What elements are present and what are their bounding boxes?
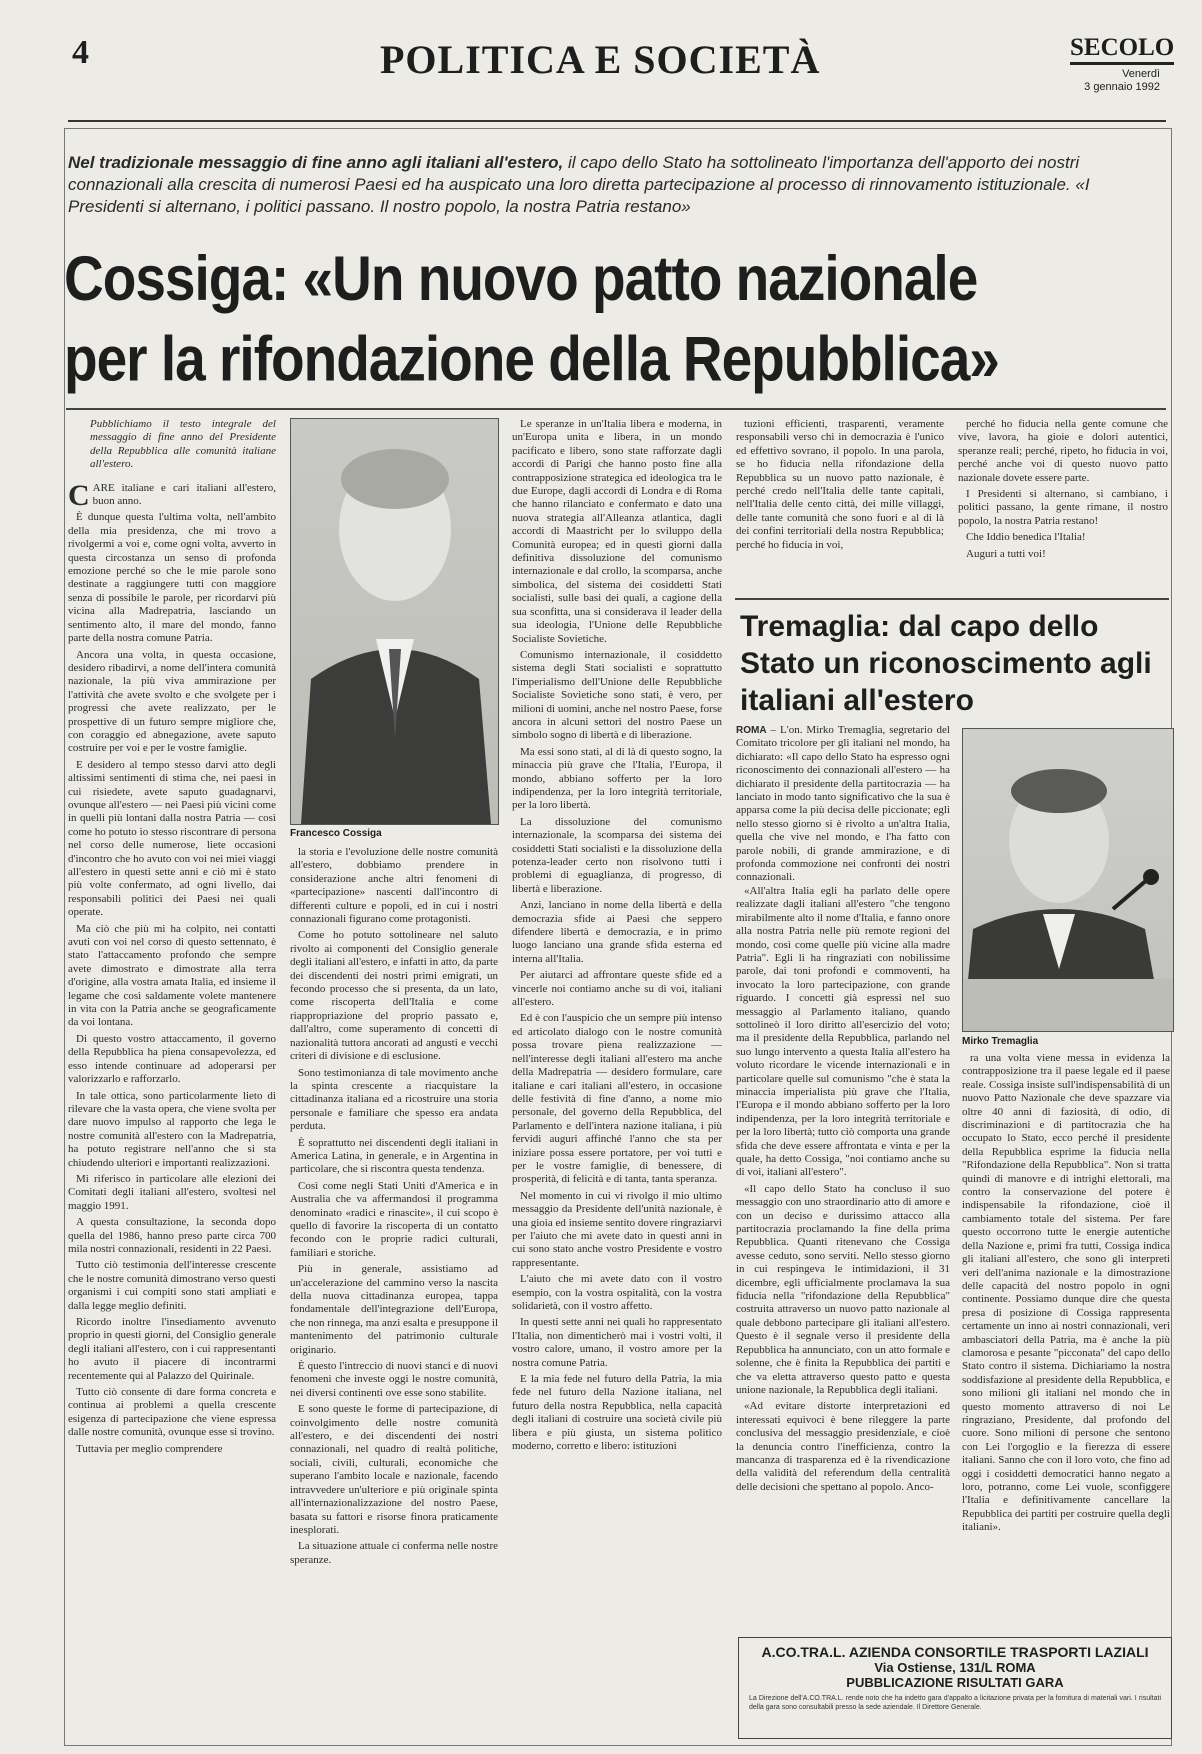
ad-fine-print: La Direzione dell'A.CO.TRA.L. rende noto che ha indetto gara d'appalto a licitazione privata per la fornitura di materiali vari. I risultati della gara sono consultabili presso la sede aziendale. Il Direttore Generale.: [749, 1695, 1161, 1711]
portrait-image: [291, 419, 498, 824]
paragraph: Comunismo internazionale, il cosiddetto sistema degli Stati socialisti e soprattutto l'imperialismo dell'Unione delle Repubbliche Socialiste Sovietiche sono stati, è vero, per milioni di uomini, anche nel nostro Paese, forse ancora in alcuni settori del nostro Paese un simbolo sogno di libertà e di liberazione.: [512, 648, 722, 742]
kicker-rest: il capo dello Stato ha sottolineato l'importanza dell'apporto dei nostri connazionali alla crescita di numerosi Paesi ed ha auspicato una loro diretta partecipazione al processo di rinnovamento istituzionale. «I Presidenti si alternano, i politici passano. Il nostro popolo, la nostra Patria restano»: [68, 153, 1090, 216]
paragraph: Così come negli Stati Uniti d'America e in Australia che va affermandosi il programma denominato «radici e rinascite», il cui scopo è quello di favorire la riscoperta di un contatto fecondo con le proprie radici culturali, familiari e storiche.: [290, 1179, 498, 1259]
header-rule: [68, 120, 1166, 122]
article-column-5: [958, 418, 1168, 594]
paragraph: È soprattutto nei discendenti degli italiani in America Latina, in generale, e in Argentina in particolare, che si riscontra questa tendenza.: [290, 1136, 498, 1176]
paragraph: Ma essi sono stati, al di là di questo sogno, la minaccia più grave che l'Italia, l'Europa, il mondo, abbiano sofferto per la loro indipendenza, per la loro integrità territoriale, per la loro libertà.: [512, 745, 722, 812]
paragraph: La dissoluzione del comunismo internazionale, la scomparsa dei sistema dei cosiddetti Stati socialisti e la dissoluzione della potenza-leader certo non risolvono tutti i problemi di eguaglianza, di progresso, di libertà e liberazione.: [512, 815, 722, 895]
issue-date: [1060, 68, 1160, 94]
paragraph: la storia e l'evoluzione delle nostre comunità all'estero, dobbiamo prendere in considerazione anche altri fenomeni di «partecipazione» nascenti dall'incontro di differenti culture e popoli, ed in cui i nostri connazionali figurano come protagonisti.: [290, 846, 498, 926]
drop-cap: C: [68, 478, 90, 512]
tremaglia-photo-caption: Mirko Tremaglia: [962, 1036, 1039, 1047]
paragraph: Di questo vostro attaccamento, il governo della Repubblica ha piena consapevolezza, ed esso intende continuare ad adoperarsi per valorizzarlo e rafforzarlo.: [68, 1032, 276, 1086]
article-intro: Pubblichiamo il testo integrale del messaggio di fine anno del Presidente della Repubblica alle comunità italiane all'estero.: [90, 418, 276, 471]
newspaper-logo: SECOLO: [1070, 34, 1174, 65]
paragraph: In tale ottica, sono particolarmente lieto di rilevare che la vasta opera, che viene svolta per dare nuovo impulso al rapporto che lega le nostre comunità all'estero con la Madrepatria, ha potuto registrare nell'anno che si sta chiudendo ulteriori e importanti realizzazioni.: [68, 1089, 276, 1169]
issue-day: Venerdì: [1122, 68, 1160, 80]
paragraph: Auguri a tutti voi!: [966, 547, 1046, 560]
headline-line-2: per la rifondazione della Repubblica»: [64, 323, 999, 395]
main-headline: [64, 238, 1174, 399]
dateline: ROMA: [736, 725, 767, 736]
paragraph: tuzioni efficienti, trasparenti, veramente responsabili verso chi in democrazia è l'unico ed effettivo sovrano, il popolo. In una parola, se ho fiducia nella rifondazione della Repubblica su un nuovo patto nazionale, è perché credo nell'Italia delle tante capitali, nell'Italia delle cento città, dei mille villaggi, delle tante comunità che sono fuori e al di là dei confini territoriali della nostra Repubblica; perché ho fiducia in voi,: [736, 418, 944, 551]
issue-date-value: 3 gennaio 1992: [1084, 81, 1160, 93]
paragraph: Come ho potuto sottolineare nel saluto rivolto ai componenti del Consiglio generale degli italiani all'estero, e infatti in atto, da parte dei discendenti dei nostri primi emigrati, un fecondo processo che si presenta, da un lato, come riscoperta dell'Italia e come riappropriazione del proprio passato e, dall'altro, come superamento di concetti di nazionalità tuttora ancorati ad angusti e vecchi criteri di divisione e di esclusione.: [290, 929, 498, 1063]
paragraph: – L'on. Mirko Tremaglia, segretario del Comitato tricolore per gli italiani nel mondo, ha dichiarato: «Il capo dello Stato ha espresso ogni riconoscimento dei connazionali all'estero — ha dichiarato il presidente della partitocrazia — ha lanciato in modo tanto significativo che la sua è apparsa come la più decisa delle piccionate; egli nello stesso giorno si è rivolto a un'altra Italia, quella che vive nel mondo, e l'ha fatto con parole nobili, di grande ammirazione, e di profonda commozione nei confronti dei nostri connazionali.: [736, 724, 950, 884]
ad-address: Via Ostiense, 131/L ROMA: [874, 1660, 1036, 1675]
paragraph: Mi riferisco in particolare alle elezioni dei Comitati degli italiani all'estero, svoltesi nel maggio 1991.: [68, 1172, 276, 1212]
paragraph: Ed è con l'auspicio che un sempre più intenso ed articolato dialogo con le nostre comunità possa trovare piena realizzazione — nell'interesse degli italiani all'estero ma anche della Madrepatria — desidero formulare, care italiane e cari italiani all'estero, in occasione delle festività di fine d'anno, a nome mio personale, del governo della Repubblica, del Parlamento e dell'intera nazione italiana, i più fervidi auguri affinché l'anno che sta per iniziare possa essere portatore, per voi tutti e per le vostre famiglie, di benessere, di prosperità, di felicità e di tanta, tanta speranza.: [512, 1012, 722, 1186]
article-column-4: [736, 418, 944, 594]
side-article-rule: [735, 598, 1169, 600]
paragraph: «Il capo dello Stato ha concluso il suo messaggio con uno straordinario atto di amore e con un deciso e durissimo attacco alla partitocrazia proclamando la fine della prima Repubblica. Quanti ritenevano che Cossiga avesse ceduto, sono serviti. Nello stesso giorno in cui respingeva le intimidazioni, il 31 dicembre, egli ufficialmente proclamava la sua fiducia nella "rifondazione della Repubblica" costruita attraverso un nuovo patto nazionale al quale debbono partecipare gli italiani all'estero. Questo è il segnale verso il presidente della Repubblica ha annunciato, con un atto formale e solenne, che è finita la Repubblica dei partiti e che va eletta attraverso questo patto e questa unione nazionale, la Repubblica degli italiani.: [736, 1182, 950, 1396]
paragraph: In questi sette anni nei quali ho rappresentato l'Italia, non dimenticherò mai i vostri volti, il vostro calore, umano, il vostro amore per la nostra comune Patria.: [512, 1316, 722, 1369]
headline-line-1: Cossiga: «Un nuovo patto nazionale: [64, 242, 978, 314]
paragraph: Tutto ciò testimonia dell'interesse crescente che le nostre comunità dimostrano verso questi organismi i cui compiti sono stati ampliati e dalla legge meglio definiti.: [68, 1259, 276, 1312]
tremaglia-photo: [962, 728, 1174, 1032]
paragraph: Che Iddio benedica l'Italia!: [966, 531, 1086, 544]
paragraph: Tuttavia per meglio comprendere: [76, 1442, 223, 1455]
paragraph: È dunque questa l'ultima volta, nell'ambito della mia presidenza, che mi trovo a rivolgermi a voi e, come ogni volta, avverto in questa circostanza un senso di profonda emozione perché so che le mie parole sono destinate a raggiungere tutti con maggiore senza di possibile le parole, per ricordarvi più vicina alla Madrepatria, lasciando un sentimento alto, il mare del mondo, fanno parte della nostra comune Patria.: [68, 511, 276, 645]
article-column-3: [512, 418, 722, 1738]
paragraph: ARE italiane e cari italiani all'estero, buon anno.: [92, 481, 276, 508]
paragraph: E desidero al tempo stesso darvi atto degli altissimi sentimenti di stima che, nei paesi in cui risiedete, avete saputo guadagnarvi, ovunque all'estero — nei Paesi più vicini come in quelli più lontani dalla nostra Patria — così come ho potuto io stesso riscontrare di persona nel corso delle numerose, liete occasioni d'incontro che ho avuto con voi nei miei viaggi all'estero in questi sette anni e ciò mi è stato più volte confermato, ad ogni livello, dai responsabili politici dei Paesi nei quali operate.: [68, 758, 276, 919]
paragraph: perché ho fiducia nella gente comune che vive, lavora, ha gioie e dolori autentici, speranze reali; perché, ripeto, ho fiducia in voi, perché anche voi di questo nuovo patto nazionale dovete essere parte.: [958, 418, 1168, 484]
paragraph: ra una volta viene messa in evidenza la contrapposizione tra il paese legale ed il paese reale. Cossiga insiste sull'indispensabilità di un nuovo Patto Nazionale che deve spazzare via oltre 40 anni di faziosità, di odio, di discriminazioni e di partitocrazia che ha occupato lo Stato, ecco perché il presidente della Repubblica esprime la fiducia nella "Rifondazione della Repubblica". Non si tratta quindi di manovre e di intrighi elettorali, ma contro la conservazione del potere è indispensabile la rifondazione, cioè il cambiamento totale del sistema. Per fare questo occorrono tutte le energie autentiche della Nazione e, primi fra tutti, Cossiga indica gli italiani all'estero, che sono gli interpreti veri dell'anima nazionale e la dimostrazione delle capacità del nostro popolo in ogni continente. Possiamo dunque dire che questa presa di posizione di Cossiga rappresenta certamente un inno ai nostri connazionali, veri ambasciatori della Patria, ma è anche la più clamorosa e pesante "picconata" del capo dello Stato contro il sistema. Dichiariamo la nostra soddisfazione al presidente della Repubblica, e sono milioni gli italiani nel mondo che in questo momento attraverso di noi Le ringraziano, Presidente, dal profondo del cuore. Sono milioni di persone che sentono con Lei l'orgoglio e la fierezza di essere italiani. Sanno che con il loro voto, che fino ad oggi i cosiddetti democratici hanno negato a loro, potranno, come Lei vuole, sconfiggere l'Italia e definitivamente cancellare la Repubblica dei partiti per costruire quella degli italiani».: [962, 1052, 1170, 1534]
page-number: 4: [72, 34, 89, 71]
paragraph: Le speranze in un'Italia libera e moderna, in un'Europa unita e libera, in un mondo pacificato e libero, sono state rafforzate dagli accordi di Parigi che hanno posto fine alla contrapposizione strategica ed ideologica tra le due Europe, dagli accordi di Londra e di Roma che hanno rilanciato e confermato e dato una nuova strategia all'Alleanza atlantica, dagli accordi di Maastricht per lo sviluppo della Comunità europea; ed in questi giorni dalla definitiva dissoluzione del comunismo internazionale e dal crollo, la scomparsa, anche simbolica, del sistema dei cosiddetti Stati socialisti, sulle basi dei quali, a cagione della sua sconfitta, una si considerava il leader della sua ideologia, l'Unione delle Repubbliche Socialiste Sovietiche.: [512, 418, 722, 645]
advertisement-box: [738, 1637, 1172, 1739]
ad-company-name: A.CO.TRA.L. AZIENDA CONSORTILE TRASPORTI LAZIALI: [761, 1644, 1149, 1660]
paragraph: Ancora una volta, in questa occasione, desidero ribadirvi, a nome dell'intera comunità nazionale, la più viva ammirazione per l'attività che avete svolto e che svolgete per i progressi che avete realizzato, per le prospettive di un futuro sempre migliore che, con coraggio ed abnegazione, avete saputo costruire per voi e per le vostre famiglie.: [68, 648, 276, 755]
side-article-column-b: [962, 1052, 1170, 1630]
article-column-2: [290, 846, 498, 1738]
paragraph: «All'altra Italia egli ha parlato delle opere realizzate dagli italiani all'estero "che tengono mirabilmente alto il nome d'Italia, e fanno onore alla nostra Patria nelle più remote regioni del mondo, così come quelle più vicine alla madre Patria". Egli li ha ringraziati con nobilissime parole, dai toni profondi e commoventi, ha invocato la loro partecipazione, con grande riguardo. I concetti già espressi nel suo messaggio al Parlamento italiano, quando sottolineò il loro diritto all'esercizio del voto; ma il presidente della Repubblica, parlando nel suo lungo intervento a questa Italia all'estero ha voluto ricordare le vicende internazionali e in particolare quelle sul comunismo "che è stata la minaccia imperialista più grave che l'Italia, l'Europa e il mondo abbiano sofferto per la loro indipendenza, per la loro integrità territoriale e per la loro libertà; tutto ciò comporta una grande sfida che deve essere affrontata e vinta e per la quale, ha detto Cossiga, "noi contiamo anche su di voi, italiani all'estero".: [736, 884, 950, 1179]
portrait-image: [963, 729, 1173, 1031]
paragraph: Ma ciò che più mi ha colpito, nei contatti avuti con voi nel corso di questo settennato, è stato l'attaccamento profondo che sempre avete dimostrato e dimostrate alla terra d'origine, alla vostra amata Italia, ed insieme il legame che così saldamente volete mantenere in vita con la Patria anche se geograficamente da voi lontana.: [68, 922, 276, 1029]
paragraph: E la mia fede nel futuro della Patria, la mia fede nel futuro della Nazione italiana, nel futuro della nostra Repubblica, nella capacità degli italiani di costruire una società civile più libera e più giusta, un sistema politico moderno, corretto e libero: istituzioni: [512, 1373, 722, 1453]
paragraph: Ricordo inoltre l'insediamento avvenuto proprio in questi giorni, del Consiglio generale degli italiani all'estero, con i cui rappresentanti ho avuto il piacere di incontrarmi recentemente qui al Palazzo del Quirinale.: [68, 1316, 276, 1382]
article-column-1: [68, 418, 276, 1738]
paragraph: E sono queste le forme di partecipazione, di coinvolgimento delle nostre comunità all'estero, e dei discendenti dei nostri connazionali, nel quadro di realtà politiche, sociali, civili, culturali, economiche che superano l'ambito locale e nazionale, facendo intravvedere un'ulteriore e più originale spinta all'internazionalizzazione del nostro Paese, basata su fattori e risorse finora praticamente inesplorati.: [290, 1403, 498, 1536]
paragraph: A questa consultazione, la seconda dopo quella del 1986, hanno preso parte circa 700 mila nostri connazionali, residenti in 22 Paesi.: [68, 1216, 276, 1255]
paragraph: Per aiutarci ad affrontare queste sfide ed a vincerle noi contiamo anche su di voi, italiani all'estero.: [512, 969, 722, 1009]
headline-rule: [66, 408, 1166, 410]
section-title: POLITICA E SOCIETÀ: [380, 37, 821, 82]
kicker-bold: Nel tradizionale messaggio di fine anno agli italiani all'estero,: [68, 153, 564, 172]
side-article-column-a: [736, 724, 950, 1630]
paragraph: È questo l'intreccio di nuovi stanci e di nuovi fenomeni che investe oggi le nostre comunità, nei diversi continenti ove esse sono stabilite.: [290, 1360, 498, 1399]
paragraph: L'aiuto che mi avete dato con il vostro esempio, con la vostra ospitalità, con la vostra solidarietà, con il vostro affetto.: [512, 1273, 722, 1312]
paragraph: «Ad evitare distorte interpretazioni ed interessati equivoci è bene rileggere la parte conclusiva del messaggio presidenziale, e cioè la denuncia contro l'inefficienza, contro la mancanza di trasparenza ed è la rivendicazione della validità del referendum della centralità delle decisioni che spettano al popolo. Anco-: [736, 1400, 950, 1493]
paragraph: I Presidenti si alternano, si cambiano, i politici passano, la gente rimane, il nostro popolo, la nostra Patria restano!: [958, 488, 1168, 527]
cossiga-photo-caption: Francesco Cossiga: [290, 828, 382, 839]
cossiga-photo: [290, 418, 499, 825]
side-headline: Tremaglia: dal capo dello Stato un riconoscimento agli italiani all'estero: [740, 610, 1152, 717]
paragraph: Sono testimonianza di tale movimento anche la spinta crescente a riacquistare la cittadinanza italiana ed a ricostruire una storia personale e familiare che spesso era andata perduta.: [290, 1066, 498, 1133]
paragraph: Anzi, lanciano in nome della libertà e della democrazia sfide ai Paesi che seppero difendere libertà e democrazia, e in primo luogo lanciano una grande sfida esterna ed interna all'Italia.: [512, 899, 722, 965]
kicker: [68, 152, 1108, 218]
paragraph: Tutto ciò consente di dare forma concreta e continua ai problemi a quella crescente esigenza di partecipazione che viene espressa dalle nostre comunità, ovunque esse si trovino.: [68, 1386, 276, 1439]
paragraph: Nel momento in cui vi rivolgo il mio ultimo messaggio da Presidente dell'unità nazionale, è una gioia ed insieme sentito dovere ringraziarvi per l'aiuto che mi avete dato in questi anni in cui sono stato anche vostro Presidente e vostro rappresentante.: [512, 1189, 722, 1269]
ad-title: PUBBLICAZIONE RISULTATI GARA: [846, 1675, 1064, 1690]
paragraph: Più in generale, assistiamo ad un'accelerazione del cammino verso la nascita della nuova cittadinanza europea, tappa fondamentale dell'integrazione dell'Europa, che non rinnega, ma anzi esalta e presuppone il mantenimento del patrimonio culturale originario.: [290, 1263, 498, 1356]
paragraph: La situazione attuale ci conferma nelle nostre speranze.: [290, 1540, 498, 1566]
